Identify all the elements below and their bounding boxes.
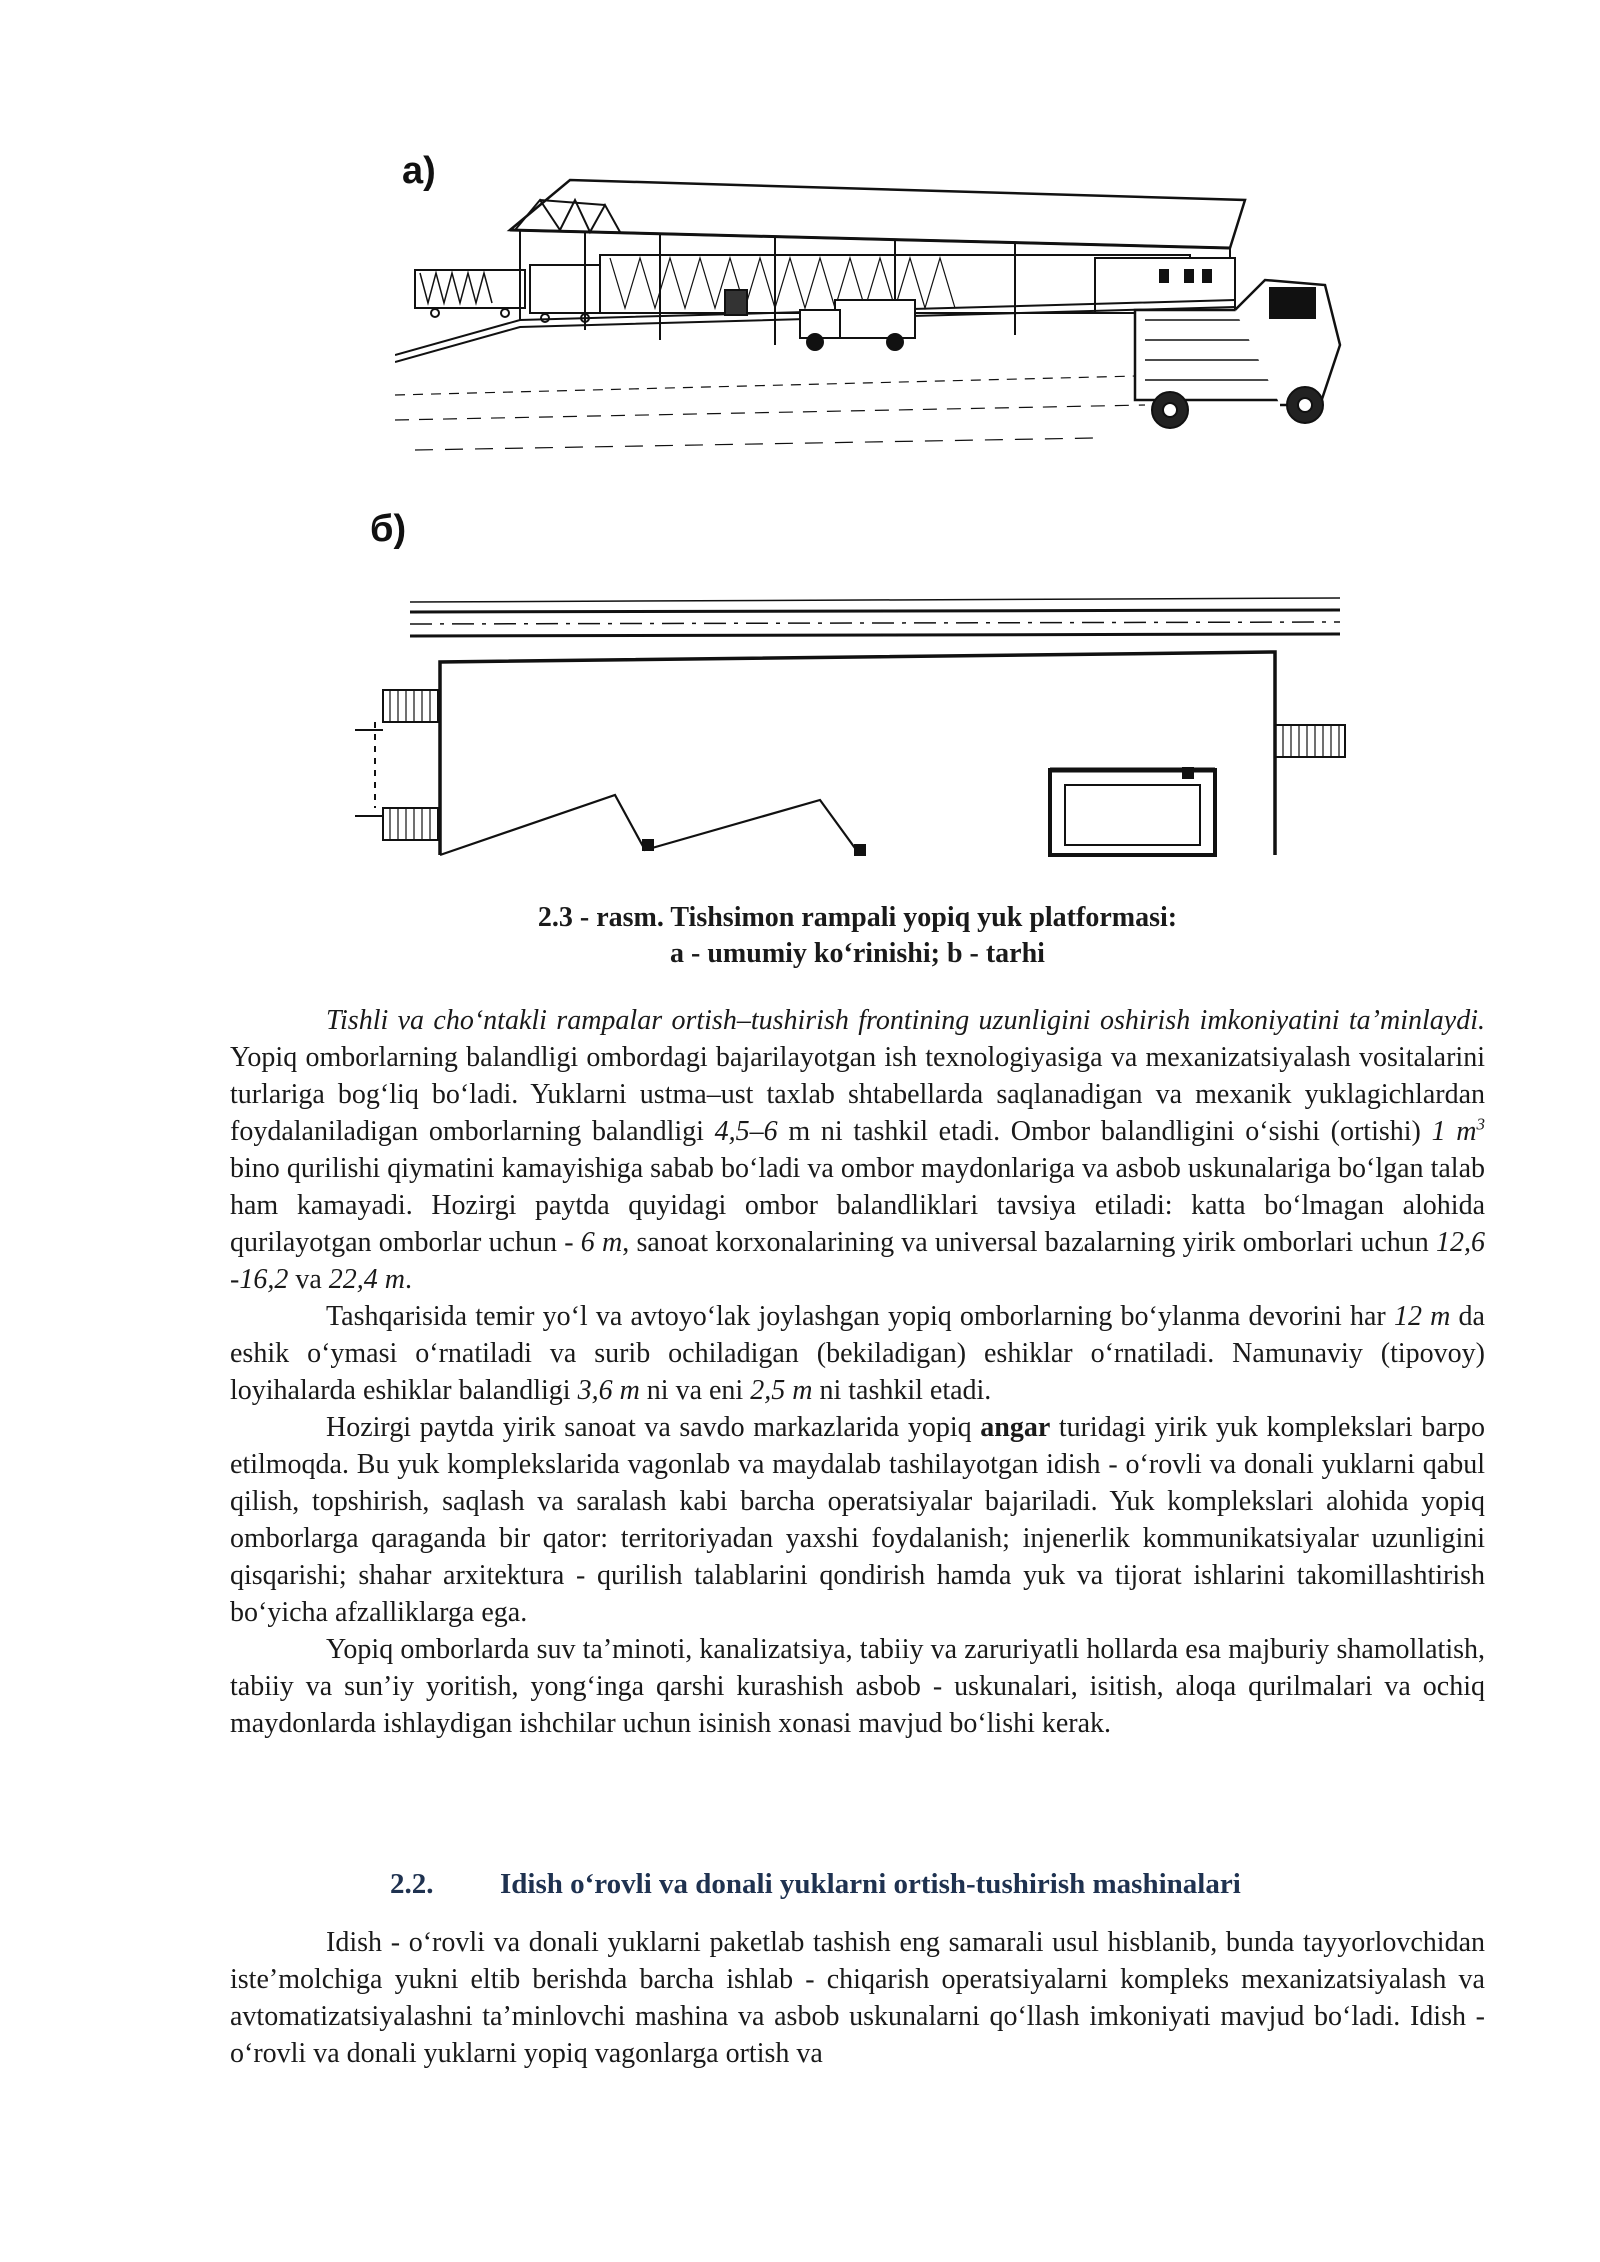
- paragraph-1-text: .: [405, 1264, 412, 1295]
- value-height-range: 4,5–6: [714, 1116, 778, 1147]
- value-height-small: 6 m: [580, 1227, 623, 1258]
- body-text-block-2: [230, 1924, 1485, 2072]
- section-number: 2.2.: [390, 1868, 434, 1900]
- figure-caption-title: 2.3 - rasm. Tishsimon rampali yopiq yuk platformasi:: [537, 902, 1178, 933]
- paragraph-1-text: va: [288, 1264, 329, 1295]
- paragraph-2-text: da eshik o‘ymasi o‘rnatiladi va surib ochiladigan (bekiladigan) eshiklar o‘rnatiladi. Namunaviy (tipovoy) loyihalarda eshiklar balandligi: [230, 1301, 1485, 1406]
- value-height-max: 22,4 m: [328, 1264, 405, 1295]
- value-height-large: 12,6 -16,2: [230, 1227, 1485, 1295]
- paragraph-1-text: bino qurilishi qiymatini kamayishiga sabab bo‘ladi va ombor maydonlariga va asbob uskunalariga bo‘lgan talab ham kamayadi. Hozirgi paytda quyidagi ombor balandliklari tavsiya etiladi: katta bo‘lmagan alohida qurilayotgan omborlar uchun -: [230, 1153, 1485, 1258]
- figure-b-plan: [355, 590, 1365, 870]
- paragraph-2-text: ni va eni: [639, 1375, 751, 1406]
- paragraph-1-italic-lead: Tishli va cho‘ntakli rampalar ortish–tushirish frontining uzunligini oshirish imkoniyatini ta’minlaydi.: [326, 1005, 1485, 1036]
- paragraph-3-text: Hozirgi paytda yirik sanoat va savdo markazlarida yopiq: [326, 1412, 981, 1443]
- body-text-block-1: [230, 1002, 1485, 1742]
- figure-a-label: а): [402, 150, 436, 192]
- figure-a-drawing: [395, 170, 1365, 470]
- section-title: Idish o‘rovli va donali yuklarni ortish-tushirish mashinalari: [500, 1868, 1241, 1900]
- paragraph-1: [230, 1002, 1485, 1298]
- paragraph-1-text: Yopiq omborlarning balandligi ombordagi bajarilayotgan ish texnologiyasiga va mexanizatsiyalash vositalarini turlariga bog‘liq bo‘ladi. Yuklarni ustma–ust taxlab shtabellarda saqlanadigan va mexanik yuklagichlardan foydalaniladigan omborlarning balandligi: [230, 1042, 1485, 1147]
- figure-b-label: б): [370, 508, 407, 550]
- superscript: 3: [1476, 1114, 1486, 1134]
- paragraph-1-text: m ni tashkil etadi. Ombor balandligini o‘sishi (ortishi): [777, 1116, 1432, 1147]
- paragraph-4: Yopiq omborlarda suv ta’minoti, kanalizatsiya, tabiiy va zaruriyatli hollarda esa majburiy shamollatish, tabiiy va sun’iy yoritish, yong‘inga qarshi kurashish asbob - uskunalari, isitish, aloqa qurilmalari va ochiq maydonlarda ishlaydigan ishchilar uchun isinish xonasi mavjud bo‘lishi kerak.: [230, 1634, 1485, 1739]
- paragraph-2-text: Tashqarisida temir yo‘l va avtoyo‘lak joylashgan yopiq omborlarning bo‘ylanma devorini har: [326, 1301, 1394, 1332]
- value-door-width: 2,5 m: [750, 1375, 813, 1406]
- term-angar: angar: [980, 1412, 1051, 1443]
- paragraph-2: [230, 1298, 1485, 1409]
- paragraph-3: [230, 1409, 1485, 1631]
- value-door-spacing: 12 m: [1393, 1301, 1451, 1332]
- value-volume: 1 m: [1431, 1116, 1477, 1147]
- paragraph-5: Idish - o‘rovli va donali yuklarni paketlab tashish eng samarali usul hisblanib, bunda tayyorlovchidan iste’molchiga yukni eltib berishda barcha ishlab - chiqarish operatsiyalarni kompleks mexanizatsiyalash va avtomatizatsiyalashni ta’minlovchi mashina va asbob uskunalarni qo‘llash imkoniyati mavjud bo‘ladi. Idish - o‘rovli va donali yuklarni yopiq vagonlarga ortish va: [230, 1927, 1485, 2069]
- paragraph-2-text: ni tashkil etadi.: [812, 1375, 992, 1406]
- paragraph-1-text: , sanoat korxonalarining va universal bazalarning yirik omborlari uchun: [622, 1227, 1436, 1258]
- figure-caption-subtitle: a - umumiy ko‘rinishi; b - tarhi: [670, 938, 1045, 969]
- paragraph-3-text: turidagi yirik yuk komplekslari barpo etilmoqda. Bu yuk komplekslarida vagonlab va maydalab tashilayotgan idish - o‘rovli va donali yuklarni qabul qilish, topshirish, saqlash va saralash kabi barcha operatsiyalar bajariladi. Yuk komplekslari alohida yopiq omborlarga qaraganda bir qator: territoriyadan yaxshi foydalanish; injenerlik kommunikatsiyalar uzunligini qisqarishi; shahar arxitektura - qurilish talablarini qondirish hamda yuk va tijorat ishlarini takomillashtirish bo‘yicha afzalliklarga ega.: [230, 1412, 1485, 1628]
- value-door-height: 3,6 m: [577, 1375, 640, 1406]
